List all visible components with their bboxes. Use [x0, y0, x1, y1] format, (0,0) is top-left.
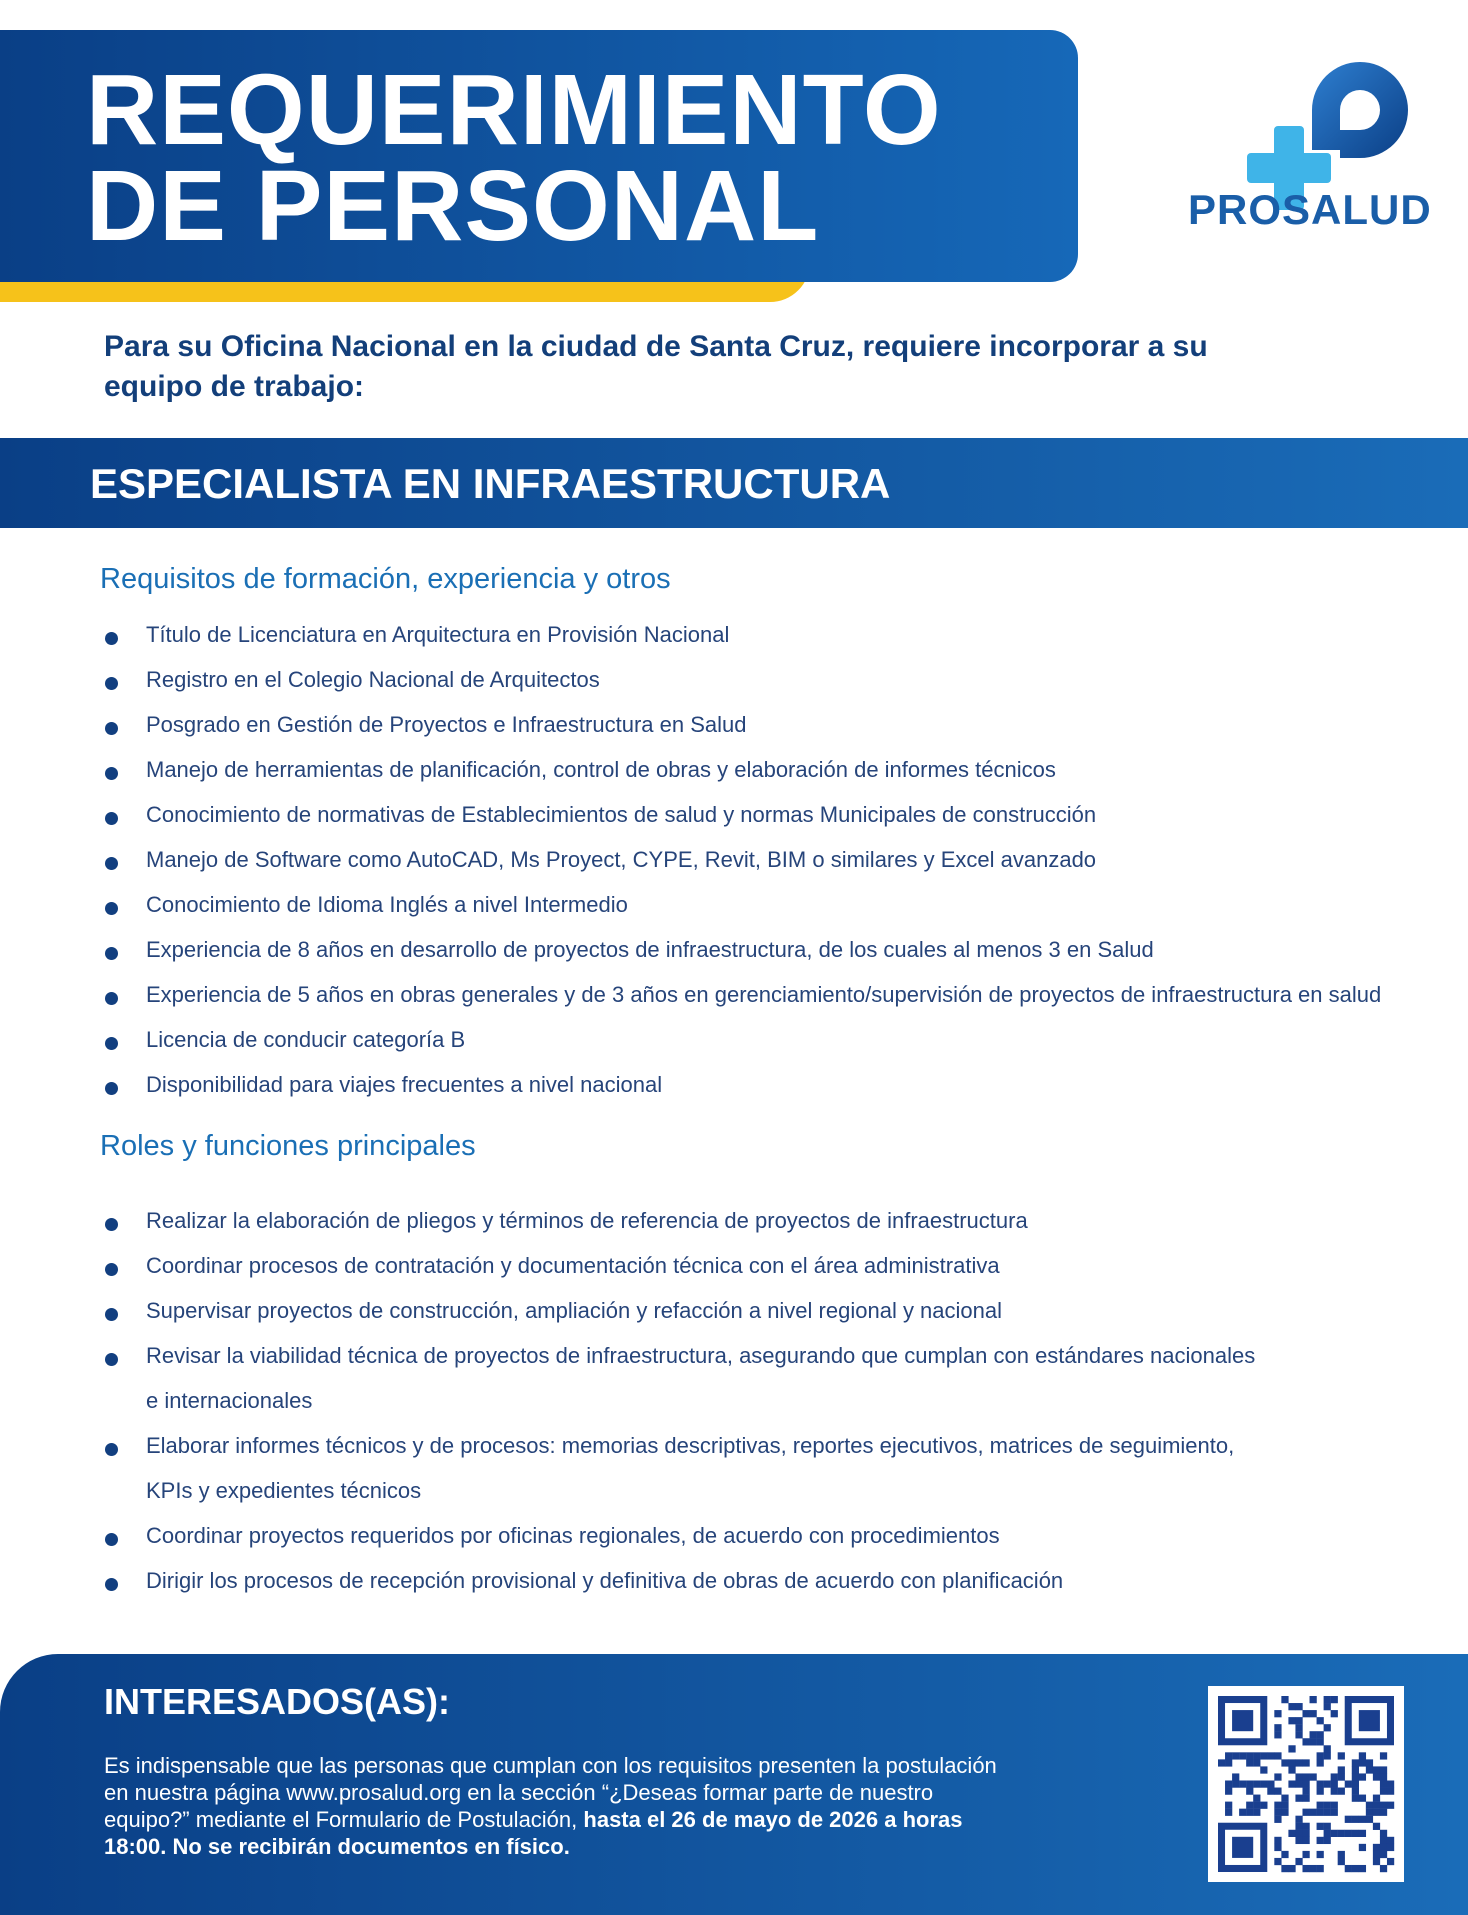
list-item-text: Elaborar informes técnicos y de procesos: memorias descriptivas, reportes ejecutivos, matrices de seguimiento,: [146, 1433, 1235, 1458]
bullet-icon: [105, 1578, 118, 1591]
list-item-text: Coordinar proyectos requeridos por oficinas regionales, de acuerdo con procedimientos: [146, 1523, 1000, 1548]
list-item-text: KPIs y expedientes técnicos: [146, 1478, 422, 1503]
roles-list: [100, 1198, 1440, 1603]
list-item: [100, 1243, 1440, 1288]
list-item-text: Título de Licenciatura en Arquitectura en Provisión Nacional: [146, 622, 730, 647]
bullet-icon: [105, 992, 118, 1005]
bullet-icon: [105, 857, 118, 870]
footer-title: INTERESADOS(AS):: [104, 1681, 451, 1722]
list-item-text: Licencia de conducir categoría B: [146, 1027, 466, 1052]
bullet-icon: [105, 1082, 118, 1095]
list-item: [100, 1468, 1440, 1513]
list-item: [100, 1198, 1440, 1243]
page-title-line1: REQUERIMIENTO: [86, 54, 942, 166]
list-item: [100, 657, 1440, 702]
list-item: [100, 1062, 1440, 1107]
list-item-text: Experiencia de 8 años en desarrollo de proyectos de infraestructura, de los cuales al menos 3 en Salud: [146, 937, 1154, 962]
intro-text: Para su Oficina Nacional en la ciudad de Santa Cruz, requiere incorporar a su equipo de trabajo:: [104, 330, 1208, 403]
list-item-text: Revisar la viabilidad técnica de proyectos de infraestructura, asegurando que cumplan con estándares nacionales: [146, 1343, 1256, 1368]
list-item-text: Conocimiento de normativas de Establecimientos de salud y normas Municipales de construcción: [146, 802, 1097, 827]
list-item: [100, 792, 1440, 837]
bullet-icon: [105, 722, 118, 735]
logo-text: PROSALUD: [1188, 186, 1432, 233]
list-item-text: Realizar la elaboración de pliegos y términos de referencia de proyectos de infraestructura: [146, 1208, 1028, 1233]
bullet-icon: [105, 947, 118, 960]
bullet-icon: [105, 1353, 118, 1366]
requirements-list: [100, 612, 1440, 1107]
bullet-icon: [105, 632, 118, 645]
list-item: [100, 1423, 1440, 1468]
footer-text-deadline: hasta el 26 de mayo de 2026 a horas 18:00. No se recibirán documentos en físico.: [104, 1807, 963, 1859]
list-item-text: Experiencia de 5 años en obras generales y de 3 años en gerenciamiento/supervisión de proyectos de infraestructura en salud: [146, 982, 1382, 1007]
bullet-icon: [105, 1037, 118, 1050]
list-item: [100, 1558, 1440, 1603]
list-item-text: Posgrado en Gestión de Proyectos e Infraestructura en Salud: [146, 712, 747, 737]
requirements-heading: Requisitos de formación, experiencia y otros: [100, 563, 671, 595]
list-item: [100, 1333, 1440, 1378]
bullet-icon: [105, 1263, 118, 1276]
list-item: [100, 1513, 1440, 1558]
footer-text-regular: Es indispensable que las personas que cumplan con los requisitos presenten la postulación en nuestra página www.prosalud.org en la sección “¿Deseas formar parte de nuestro equipo?” mediante el Formulario de Postulación,: [104, 1753, 997, 1832]
page-title-line2: DE PERSONAL: [86, 150, 820, 262]
list-item-text: Dirigir los procesos de recepción provisional y definitiva de obras de acuerdo con planificación: [146, 1568, 1064, 1593]
bullet-icon: [105, 812, 118, 825]
list-item: [100, 1017, 1440, 1062]
list-item: [100, 1288, 1440, 1333]
bullet-icon: [105, 677, 118, 690]
bullet-icon: [105, 1308, 118, 1321]
list-item: [100, 747, 1440, 792]
bullet-icon: [105, 1533, 118, 1546]
list-item-text: Manejo de Software como AutoCAD, Ms Proyect, CYPE, Revit, BIM o similares y Excel avanzado: [146, 847, 1097, 872]
page-title: [86, 54, 942, 262]
list-item-text: Conocimiento de Idioma Inglés a nivel Intermedio: [146, 892, 628, 917]
list-item-text: Manejo de herramientas de planificación, control de obras y elaboración de informes técnicos: [146, 757, 1056, 782]
roles-heading: Roles y funciones principales: [100, 1130, 476, 1162]
list-item-text: Supervisar proyectos de construcción, ampliación y refacción a nivel regional y nacional: [146, 1298, 1003, 1323]
list-item-text: Registro en el Colegio Nacional de Arquitectos: [146, 667, 600, 692]
list-item: [100, 1378, 1440, 1423]
position-title: ESPECIALISTA EN INFRAESTRUCTURA: [90, 460, 891, 507]
list-item: [100, 702, 1440, 747]
list-item-text: Coordinar procesos de contratación y documentación técnica con el área administrativa: [146, 1253, 1000, 1278]
footer-instructions: [104, 1752, 1004, 1860]
list-item: [100, 612, 1440, 657]
list-item: [100, 837, 1440, 882]
list-item-text: e internacionales: [146, 1388, 313, 1413]
list-item-text: Disponibilidad para viajes frecuentes a nivel nacional: [146, 1072, 663, 1097]
qr-code-icon[interactable]: [1208, 1686, 1404, 1882]
list-item: [100, 882, 1440, 927]
list-item: [100, 972, 1440, 1017]
bullet-icon: [105, 902, 118, 915]
bullet-icon: [105, 1443, 118, 1456]
bullet-icon: [105, 1218, 118, 1231]
bullet-icon: [105, 767, 118, 780]
list-item: [100, 927, 1440, 972]
